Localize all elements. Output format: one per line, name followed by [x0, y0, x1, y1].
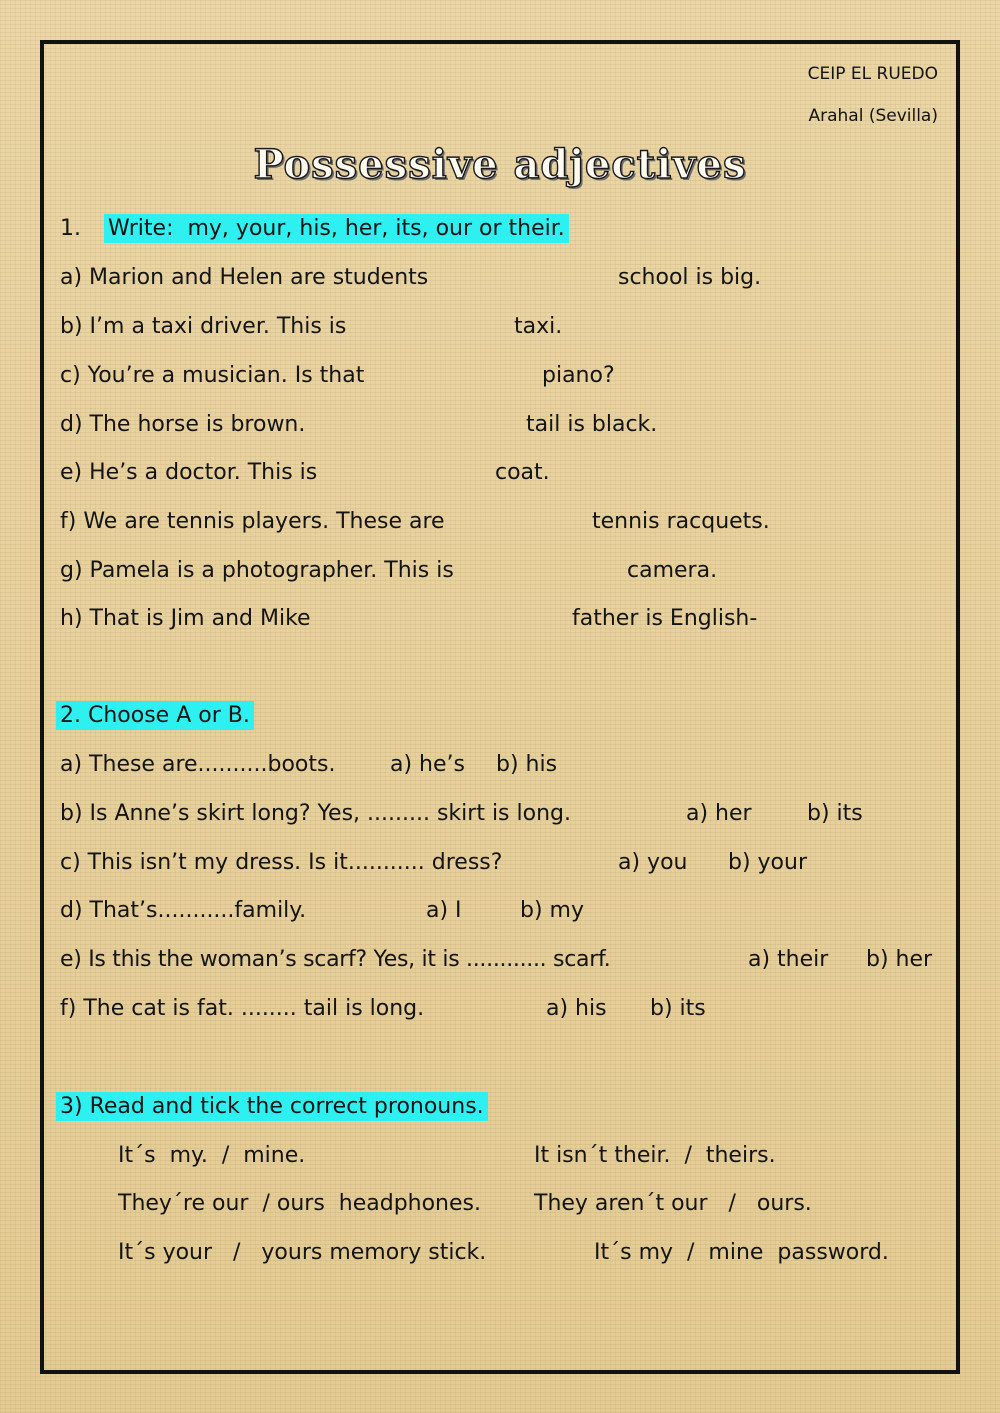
section1-instruction: Write: my, your, his, her, its, our or their. — [104, 214, 569, 243]
s1-item-c-question: c) You’re a musician. Is that — [60, 363, 365, 388]
s2-item-b-option-a: a) her — [686, 801, 752, 826]
s2-item-d-question: d) That’s...........family. — [60, 898, 307, 923]
s1-item-b-question: b) I’m a taxi driver. This is — [60, 314, 347, 339]
s2-item-b-question: b) Is Anne’s skirt long? Yes, ......... skirt is long. — [60, 801, 571, 826]
s3-row1-right: It isn´t their. / theirs. — [534, 1143, 776, 1168]
s1-item-g-question: g) Pamela is a photographer. This is — [60, 558, 454, 583]
s1-item-h-question: h) That is Jim and Mike — [60, 606, 311, 631]
section3-instruction: 3) Read and tick the correct pronouns. — [56, 1092, 488, 1121]
s2-item-e-question: e) Is this the woman’s scarf? Yes, it is ............ scarf. — [60, 947, 611, 972]
s2-item-f-option-b: b) its — [650, 996, 706, 1021]
school-location: Arahal (Sevilla) — [808, 106, 938, 126]
s3-row3-right: It´s my / mine password. — [594, 1240, 889, 1265]
s2-item-f-question: f) The cat is fat. ........ tail is long. — [60, 996, 425, 1021]
s2-item-d-option-a: a) I — [426, 898, 462, 923]
s2-item-a-option-b: b) his — [496, 752, 558, 777]
s3-row1-left: It´s my. / mine. — [118, 1143, 306, 1168]
s2-item-f-option-a: a) his — [546, 996, 607, 1021]
s1-item-a-question: a) Marion and Helen are students — [60, 265, 429, 290]
worksheet-title: Possessive adjectives — [253, 141, 747, 188]
s1-item-d-question: d) The horse is brown. — [60, 412, 306, 437]
s1-item-b-ending: taxi. — [514, 314, 563, 339]
s1-item-f-ending: tennis racquets. — [592, 509, 770, 534]
s1-item-d-ending: tail is black. — [526, 412, 658, 437]
s2-item-a-question: a) These are..........boots. — [60, 752, 336, 777]
s2-item-d-option-b: b) my — [520, 898, 584, 923]
section2-instruction: 2. Choose A or B. — [56, 701, 254, 730]
s1-item-f-question: f) We are tennis players. These are — [60, 509, 445, 534]
section1-number: 1. — [60, 216, 81, 241]
s2-item-e-option-a: a) their — [748, 947, 829, 972]
s2-item-c-option-b: b) your — [728, 850, 808, 875]
s2-item-a-option-a: a) he’s — [390, 752, 465, 777]
s1-item-e-question: e) He’s a doctor. This is — [60, 460, 318, 485]
s1-item-h-ending: father is English- — [572, 606, 758, 631]
s3-row2-right: They aren´t our / ours. — [534, 1191, 812, 1216]
s2-item-e-option-b: b) her — [866, 947, 933, 972]
s2-item-b-option-b: b) its — [807, 801, 863, 826]
s1-item-e-ending: coat. — [495, 460, 550, 485]
school-name: CEIP EL RUEDO — [807, 64, 938, 84]
s1-item-a-ending: school is big. — [618, 265, 762, 290]
s2-item-c-question: c) This isn’t my dress. Is it........... dress? — [60, 850, 503, 875]
s1-item-c-ending: piano? — [542, 363, 615, 388]
s1-item-g-ending: camera. — [627, 558, 718, 583]
s3-row2-left: They´re our / ours headphones. — [118, 1191, 481, 1216]
s3-row3-left: It´s your / yours memory stick. — [118, 1240, 487, 1265]
s2-item-c-option-a: a) you — [618, 850, 688, 875]
